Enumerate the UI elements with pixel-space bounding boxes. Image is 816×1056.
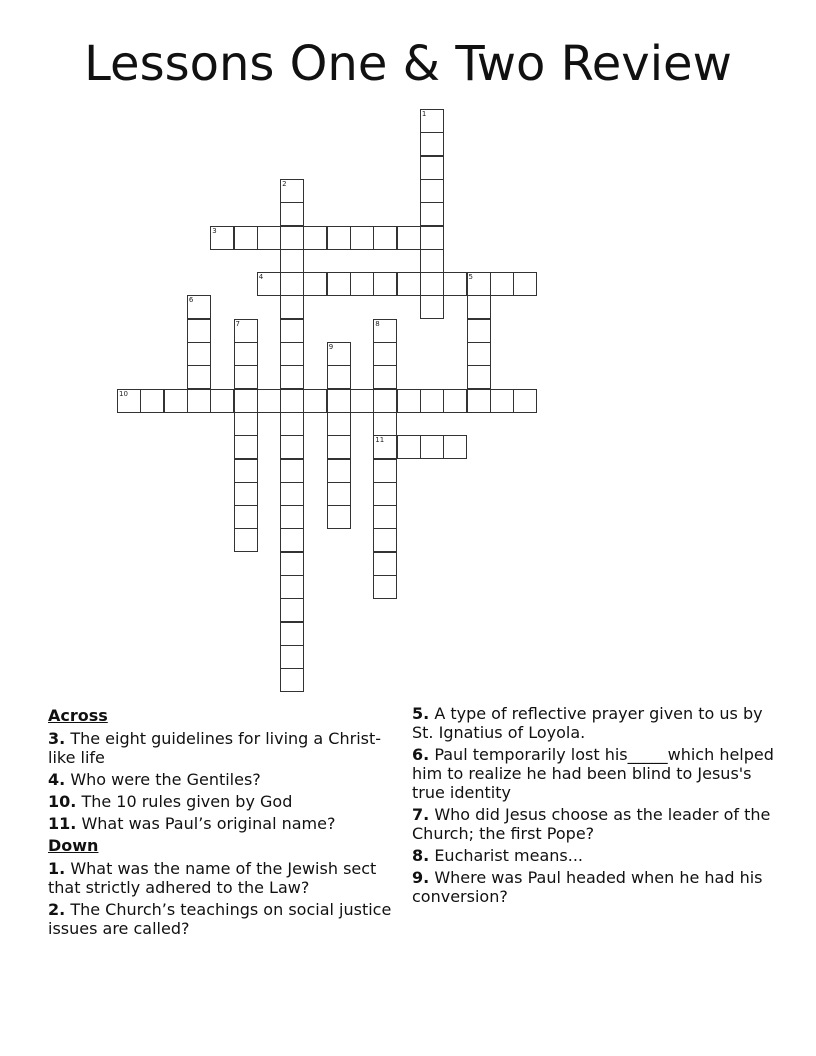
grid-cell[interactable] [327,272,351,296]
grid-cell[interactable] [373,319,397,343]
grid-cell[interactable] [327,226,351,250]
clue-down-1 [48,859,393,897]
grid-cell[interactable] [280,365,304,389]
grid-cell[interactable] [234,505,258,529]
grid-cell[interactable] [303,272,327,296]
grid-cell[interactable] [280,528,304,552]
grid-cell[interactable] [443,435,467,459]
grid-cell[interactable] [280,295,304,319]
clue-number: 9. [412,868,430,887]
grid-cell[interactable] [140,389,164,413]
grid-cell[interactable] [280,622,304,646]
grid-cell[interactable] [373,552,397,576]
grid-cell[interactable] [187,389,211,413]
clue-number: 3. [48,729,66,748]
grid-cell[interactable] [280,668,304,692]
grid-cell[interactable] [234,482,258,506]
grid-cell[interactable] [373,459,397,483]
grid-cell[interactable] [490,389,514,413]
grid-cell[interactable] [280,226,304,250]
grid-cell[interactable] [234,412,258,436]
grid-cell[interactable] [420,435,444,459]
grid-cell[interactable] [467,272,491,296]
cell-number: 9 [328,343,334,351]
grid-cell[interactable] [420,132,444,156]
clue-text: The Church’s teachings on social justice issues are called? [48,900,392,938]
clues-right-column [412,704,777,909]
grid-cell[interactable] [420,109,444,133]
clue-text: Eucharist means... [434,846,583,865]
clue-down-5 [412,704,777,742]
down-heading: Down [48,836,99,855]
grid-cell[interactable] [467,389,491,413]
clue-number: 11. [48,814,77,833]
grid-cell[interactable] [327,342,351,366]
clue-text: Who did Jesus choose as the leader of the Church; the first Pope? [412,805,771,843]
grid-cell[interactable] [187,295,211,319]
clue-number: 6. [412,745,430,764]
grid-cell[interactable] [373,272,397,296]
clue-number: 5. [412,704,430,723]
clue-number: 8. [412,846,430,865]
grid-cell[interactable] [164,389,188,413]
grid-cell[interactable] [467,365,491,389]
clue-number: 2. [48,900,66,919]
cell-number: 11 [375,436,385,445]
grid-cell[interactable] [443,272,467,296]
grid-cell[interactable] [234,319,258,343]
cell-number: 1 [421,110,427,118]
grid-cell[interactable] [280,459,304,483]
grid-cell[interactable] [397,389,421,413]
grid-cell[interactable] [280,645,304,669]
clue-text: Paul temporarily lost his_____which helped him to realize he had been blind to Jesus's true identity [412,745,774,802]
grid-cell[interactable] [513,389,537,413]
grid-cell[interactable] [234,389,258,413]
grid-cell[interactable] [420,389,444,413]
grid-cell[interactable] [420,295,444,319]
cell-number: 2 [282,179,287,188]
clue-number: 7. [412,805,430,824]
grid-cell[interactable] [234,226,258,250]
grid-cell[interactable] [257,226,281,250]
clue-across-10 [48,792,393,811]
grid-cell[interactable] [467,295,491,319]
grid-cell[interactable] [280,249,304,273]
clue-across-4 [48,770,393,789]
grid-cell[interactable] [187,342,211,366]
grid-cell[interactable] [280,598,304,622]
grid-cell[interactable] [373,342,397,366]
grid-cell[interactable] [117,389,141,413]
grid-cell[interactable] [234,365,258,389]
grid-cell[interactable] [234,459,258,483]
grid-cell[interactable] [397,272,421,296]
grid-cell[interactable] [257,272,281,296]
clue-text: The 10 rules given by God [81,792,293,811]
grid-cell[interactable] [327,505,351,529]
grid-cell[interactable] [280,319,304,343]
clue-across-11 [48,814,393,833]
grid-cell[interactable] [187,365,211,389]
clue-number: 10. [48,792,77,811]
cell-number: 6 [188,296,194,305]
grid-cell[interactable] [280,575,304,599]
clue-down-7 [412,805,777,843]
grid-cell[interactable] [280,482,304,506]
grid-cell[interactable] [373,412,397,436]
grid-cell[interactable] [420,202,444,226]
grid-cell[interactable] [327,365,351,389]
grid-cell[interactable] [397,435,421,459]
grid-cell[interactable] [420,156,444,180]
clue-text: The eight guidelines for living a Christ-like life [48,729,382,767]
grid-cell[interactable] [467,342,491,366]
clue-number: 1. [48,859,66,878]
grid-cell[interactable] [280,272,304,296]
grid-cell[interactable] [373,528,397,552]
grid-cell[interactable] [490,272,514,296]
across-heading: Across [48,706,108,725]
grid-cell[interactable] [350,389,374,413]
grid-cell[interactable] [467,319,491,343]
clue-across-3 [48,729,393,767]
grid-cell[interactable] [420,249,444,273]
clue-text: What was Paul’s original name? [81,814,336,833]
grid-cell[interactable] [327,389,351,413]
page-title: Lessons One & Two Review [84,36,732,92]
grid-cell[interactable] [280,389,304,413]
grid-cell[interactable] [234,528,258,552]
grid-cell[interactable] [210,226,234,250]
clue-number: 4. [48,770,66,789]
grid-cell[interactable] [350,272,374,296]
grid-cell[interactable] [373,575,397,599]
cell-number: 8 [375,319,380,328]
grid-cell[interactable] [373,365,397,389]
grid-cell[interactable] [350,226,374,250]
cell-number: 4 [258,273,264,282]
clue-text: A type of reflective prayer given to us by St. Ignatius of Loyola. [412,704,763,742]
grid-cell[interactable] [373,505,397,529]
grid-cell[interactable] [280,179,304,203]
clue-down-8 [412,846,777,865]
cell-number: 7 [235,319,240,328]
grid-cell[interactable] [373,389,397,413]
clue-down-9 [412,868,777,906]
clue-down-6 [412,745,777,802]
grid-cell[interactable] [327,459,351,483]
grid-cell[interactable] [420,179,444,203]
grid-cell[interactable] [187,319,211,343]
clue-text: Where was Paul headed when he had his conversion? [412,868,763,906]
clue-text: What was the name of the Jewish sect that strictly adhered to the Law? [48,859,377,897]
grid-cell[interactable] [280,412,304,436]
grid-cell[interactable] [257,389,281,413]
clues-left-column [48,704,393,941]
grid-cell[interactable] [420,272,444,296]
cell-number: 10 [119,389,128,398]
clue-down-2 [48,900,393,938]
grid-cell[interactable] [210,389,234,413]
cell-number: 5 [468,273,473,282]
grid-cell[interactable] [280,435,304,459]
grid-cell[interactable] [373,435,397,459]
grid-cell[interactable] [303,226,327,250]
cell-number: 3 [212,226,217,235]
grid-cell[interactable] [280,552,304,576]
grid-cell[interactable] [234,342,258,366]
grid-cell[interactable] [327,482,351,506]
grid-cell[interactable] [280,202,304,226]
grid-cell[interactable] [327,435,351,459]
grid-cell[interactable] [420,226,444,250]
clue-text: Who were the Gentiles? [70,770,261,789]
grid-cell[interactable] [234,435,258,459]
grid-cell[interactable] [397,226,421,250]
grid-cell[interactable] [373,226,397,250]
grid-cell[interactable] [280,505,304,529]
grid-cell[interactable] [513,272,537,296]
grid-cell[interactable] [303,389,327,413]
grid-cell[interactable] [280,342,304,366]
grid-cell[interactable] [443,389,467,413]
grid-cell[interactable] [373,482,397,506]
grid-cell[interactable] [327,412,351,436]
